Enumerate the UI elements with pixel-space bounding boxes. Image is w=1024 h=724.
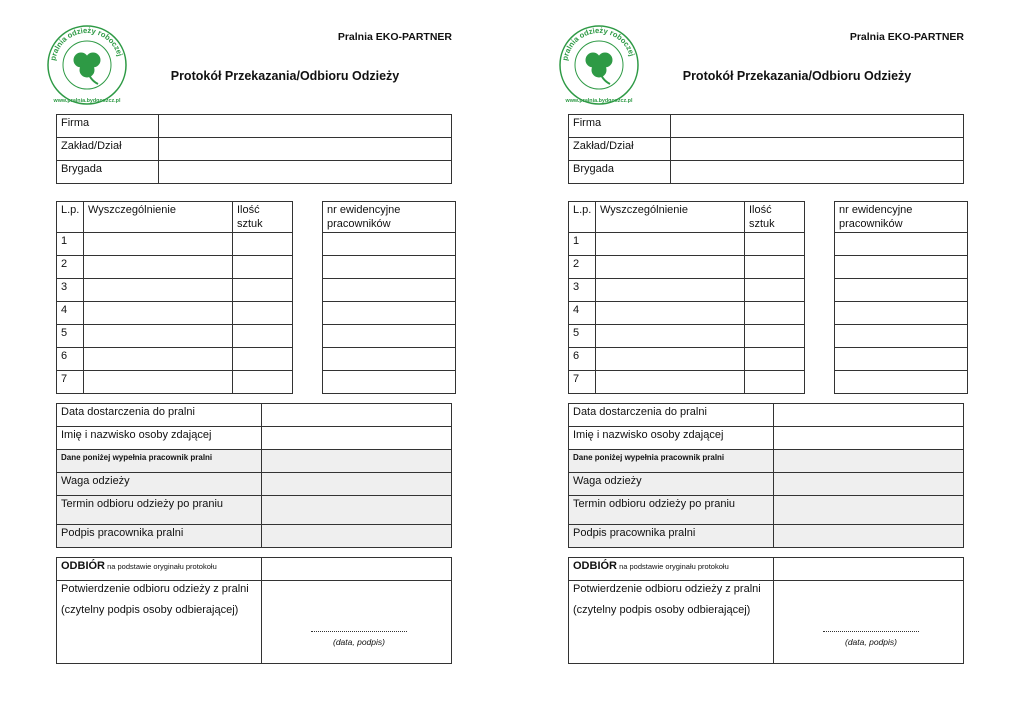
table-row (57, 138, 452, 161)
brygada-field[interactable] (671, 161, 964, 184)
delivery-table (568, 403, 964, 548)
table-row (835, 348, 968, 371)
row-number: 5 (569, 325, 596, 348)
signature-line (311, 631, 407, 632)
pickup-signature-cell[interactable] (262, 581, 452, 664)
nr-cell[interactable] (835, 348, 968, 371)
pickup-confirm-line1: Potwierdzenie odbioru odzieży z pralni (61, 583, 249, 595)
table-row (569, 427, 964, 450)
weight-field[interactable] (262, 473, 452, 496)
pickup-confirm-line2: (czytelny podpis osoby odbierającej) (61, 604, 239, 616)
table-row (835, 371, 968, 394)
document-title: Protokół Przekazania/Odbioru Odzieży (682, 69, 912, 83)
zaklad-label: Zakład/Dział (57, 138, 159, 161)
zaklad-field[interactable] (159, 138, 452, 161)
description-cell[interactable] (596, 371, 745, 394)
weight-field[interactable] (774, 473, 964, 496)
staff-signature-field[interactable] (262, 525, 452, 548)
table-row (323, 371, 456, 394)
pickup-title-field[interactable] (262, 558, 452, 581)
delivery-date-label: Data dostarczenia do pralni (569, 404, 774, 427)
firma-label: Firma (569, 115, 671, 138)
staff-signature-field[interactable] (774, 525, 964, 548)
pickup-term-label: Termin odbioru odzieży po praniu (57, 496, 262, 525)
col-quantity: Ilość sztuk (233, 202, 293, 233)
quantity-cell[interactable] (233, 233, 293, 256)
table-row (569, 581, 964, 664)
items-header-row (569, 202, 805, 233)
description-cell[interactable] (596, 348, 745, 371)
table-row (323, 256, 456, 279)
row-number: 4 (57, 302, 84, 325)
items-table (568, 201, 805, 394)
staff-signature-label: Podpis pracownika pralni (569, 525, 774, 548)
pickup-title (569, 558, 774, 581)
row-number: 4 (569, 302, 596, 325)
quantity-cell[interactable] (745, 256, 805, 279)
description-cell[interactable] (84, 302, 233, 325)
nr-cell[interactable] (323, 256, 456, 279)
staff-signature-label: Podpis pracownika pralni (57, 525, 262, 548)
row-number: 3 (569, 279, 596, 302)
weight-label: Waga odzieży (57, 473, 262, 496)
table-row (57, 256, 293, 279)
handing-person-label: Imię i nazwisko osoby zdającej (569, 427, 774, 450)
pickup-table (568, 557, 964, 664)
row-number: 2 (57, 256, 84, 279)
brygada-label: Brygada (569, 161, 671, 184)
brygada-field[interactable] (159, 161, 452, 184)
quantity-cell[interactable] (233, 256, 293, 279)
staff-note: Dane poniżej wypełnia pracownik pralni (57, 450, 262, 473)
quantity-cell[interactable] (745, 325, 805, 348)
pickup-confirm-line2: (czytelny podpis osoby odbierającej) (573, 604, 751, 616)
description-cell[interactable] (84, 325, 233, 348)
firma-field[interactable] (671, 115, 964, 138)
table-row (57, 525, 452, 548)
table-row (57, 558, 452, 581)
employee-numbers-table (834, 201, 968, 394)
pickup-title-bold: ODBIÓR (573, 560, 617, 572)
nr-cell[interactable] (323, 348, 456, 371)
delivery-date-field[interactable] (262, 404, 452, 427)
description-cell[interactable] (596, 256, 745, 279)
quantity-cell[interactable] (745, 233, 805, 256)
nr-header-row (323, 202, 456, 233)
row-number: 1 (569, 233, 596, 256)
row-number: 6 (57, 348, 84, 371)
nr-header: nr ewidencyjne pracowników (323, 202, 456, 233)
description-cell[interactable] (84, 279, 233, 302)
pickup-title-rest: na podstawie oryginału protokołu (617, 562, 729, 571)
pralnia-logo (556, 24, 642, 106)
handing-person-field[interactable] (262, 427, 452, 450)
brygada-label: Brygada (57, 161, 159, 184)
company-info-table (568, 114, 964, 184)
description-cell[interactable] (84, 233, 233, 256)
nr-cell[interactable] (323, 233, 456, 256)
quantity-cell[interactable] (745, 348, 805, 371)
col-description: Wyszczególnienie (596, 202, 745, 233)
row-number: 1 (57, 233, 84, 256)
table-row (569, 138, 964, 161)
table-row (569, 325, 805, 348)
description-cell[interactable] (596, 279, 745, 302)
table-row (57, 161, 452, 184)
description-cell[interactable] (596, 325, 745, 348)
pickup-table (56, 557, 452, 664)
handing-person-field[interactable] (774, 427, 964, 450)
row-number: 5 (57, 325, 84, 348)
firma-field[interactable] (159, 115, 452, 138)
pickup-confirm-cell (569, 581, 774, 664)
table-row (57, 302, 293, 325)
pickup-title (57, 558, 262, 581)
table-row (57, 450, 452, 473)
employee-numbers-table (322, 201, 456, 394)
clover-icon (586, 53, 613, 85)
description-cell[interactable] (84, 348, 233, 371)
table-row (57, 233, 293, 256)
pickup-confirm-line1: Potwierdzenie odbioru odzieży z pralni (573, 583, 761, 595)
pickup-term-field[interactable] (774, 496, 964, 525)
nr-cell[interactable] (835, 325, 968, 348)
table-row (569, 558, 964, 581)
row-number: 2 (569, 256, 596, 279)
delivery-date-field[interactable] (774, 404, 964, 427)
nr-cell[interactable] (323, 325, 456, 348)
company-info-table (56, 114, 452, 184)
quantity-cell[interactable] (233, 302, 293, 325)
row-number: 7 (569, 371, 596, 394)
table-row (569, 525, 964, 548)
pickup-confirm-cell (57, 581, 262, 664)
description-cell[interactable] (596, 233, 745, 256)
quantity-cell[interactable] (745, 279, 805, 302)
firma-label: Firma (57, 115, 159, 138)
row-number: 3 (57, 279, 84, 302)
document-title: Protokół Przekazania/Odbioru Odzieży (170, 69, 400, 83)
signature-label: (data, podpis) (333, 637, 385, 647)
quantity-cell[interactable] (233, 371, 293, 394)
nr-cell[interactable] (835, 256, 968, 279)
table-row (569, 161, 964, 184)
table-row (569, 348, 805, 371)
description-cell[interactable] (84, 256, 233, 279)
table-row (57, 325, 293, 348)
company-name: Pralnia EKO-PARTNER (337, 31, 452, 43)
weight-label: Waga odzieży (569, 473, 774, 496)
nr-cell[interactable] (835, 302, 968, 325)
logo-url-text: www.pralnia.bydgoszcz.pl (53, 98, 121, 104)
description-cell[interactable] (84, 371, 233, 394)
company-name: Pralnia EKO-PARTNER (849, 31, 964, 43)
staff-note-field (262, 450, 452, 473)
logo-ring-text: pralnia odzieży roboczej (48, 25, 125, 62)
col-quantity: Ilość sztuk (745, 202, 805, 233)
quantity-cell[interactable] (745, 371, 805, 394)
pickup-title-field[interactable] (774, 558, 964, 581)
table-row (569, 279, 805, 302)
pickup-term-label: Termin odbioru odzieży po praniu (569, 496, 774, 525)
table-row (835, 279, 968, 302)
table-row (57, 279, 293, 302)
description-cell[interactable] (596, 302, 745, 325)
items-header-row (57, 202, 293, 233)
table-row (323, 325, 456, 348)
table-row (569, 404, 964, 427)
signature-line (823, 631, 919, 632)
zaklad-field[interactable] (671, 138, 964, 161)
zaklad-label: Zakład/Dział (569, 138, 671, 161)
table-row (57, 115, 452, 138)
logo-url-text: www.pralnia.bydgoszcz.pl (565, 98, 633, 104)
quantity-cell[interactable] (233, 325, 293, 348)
pickup-title-rest: na podstawie oryginału protokołu (105, 562, 217, 571)
table-row (323, 302, 456, 325)
table-row (323, 233, 456, 256)
table-row (57, 473, 452, 496)
items-table (56, 201, 293, 394)
table-row (569, 473, 964, 496)
signature-label: (data, podpis) (845, 637, 897, 647)
table-row (569, 256, 805, 279)
quantity-cell[interactable] (745, 302, 805, 325)
table-row (835, 233, 968, 256)
nr-header: nr ewidencyjne pracowników (835, 202, 968, 233)
table-row (569, 496, 964, 525)
table-row (569, 371, 805, 394)
table-row (835, 325, 968, 348)
pralnia-logo (44, 24, 130, 106)
table-row (569, 233, 805, 256)
table-row (569, 115, 964, 138)
protocol-page-right (512, 0, 1024, 724)
col-lp: L.p. (569, 202, 596, 233)
delivery-date-label: Data dostarczenia do pralni (57, 404, 262, 427)
pickup-title-bold: ODBIÓR (61, 560, 105, 572)
col-description: Wyszczególnienie (84, 202, 233, 233)
logo-ring-text: pralnia odzieży roboczej (560, 25, 637, 62)
table-row (569, 302, 805, 325)
nr-cell[interactable] (835, 279, 968, 302)
staff-note: Dane poniżej wypełnia pracownik pralni (569, 450, 774, 473)
quantity-cell[interactable] (233, 279, 293, 302)
nr-cell[interactable] (835, 371, 968, 394)
clover-icon (74, 53, 101, 85)
table-row (835, 256, 968, 279)
pickup-signature-cell[interactable] (774, 581, 964, 664)
table-row (57, 371, 293, 394)
row-number: 6 (569, 348, 596, 371)
table-row (57, 348, 293, 371)
nr-header-row (835, 202, 968, 233)
col-lp: L.p. (57, 202, 84, 233)
delivery-table (56, 403, 452, 548)
handing-person-label: Imię i nazwisko osoby zdającej (57, 427, 262, 450)
table-row (57, 404, 452, 427)
nr-cell[interactable] (323, 279, 456, 302)
table-row (835, 302, 968, 325)
pickup-term-field[interactable] (262, 496, 452, 525)
row-number: 7 (57, 371, 84, 394)
table-row (323, 279, 456, 302)
table-row (569, 450, 964, 473)
table-row (57, 581, 452, 664)
nr-cell[interactable] (323, 302, 456, 325)
nr-cell[interactable] (323, 371, 456, 394)
table-row (57, 496, 452, 525)
table-row (323, 348, 456, 371)
table-row (57, 427, 452, 450)
staff-note-field (774, 450, 964, 473)
nr-cell[interactable] (835, 233, 968, 256)
quantity-cell[interactable] (233, 348, 293, 371)
